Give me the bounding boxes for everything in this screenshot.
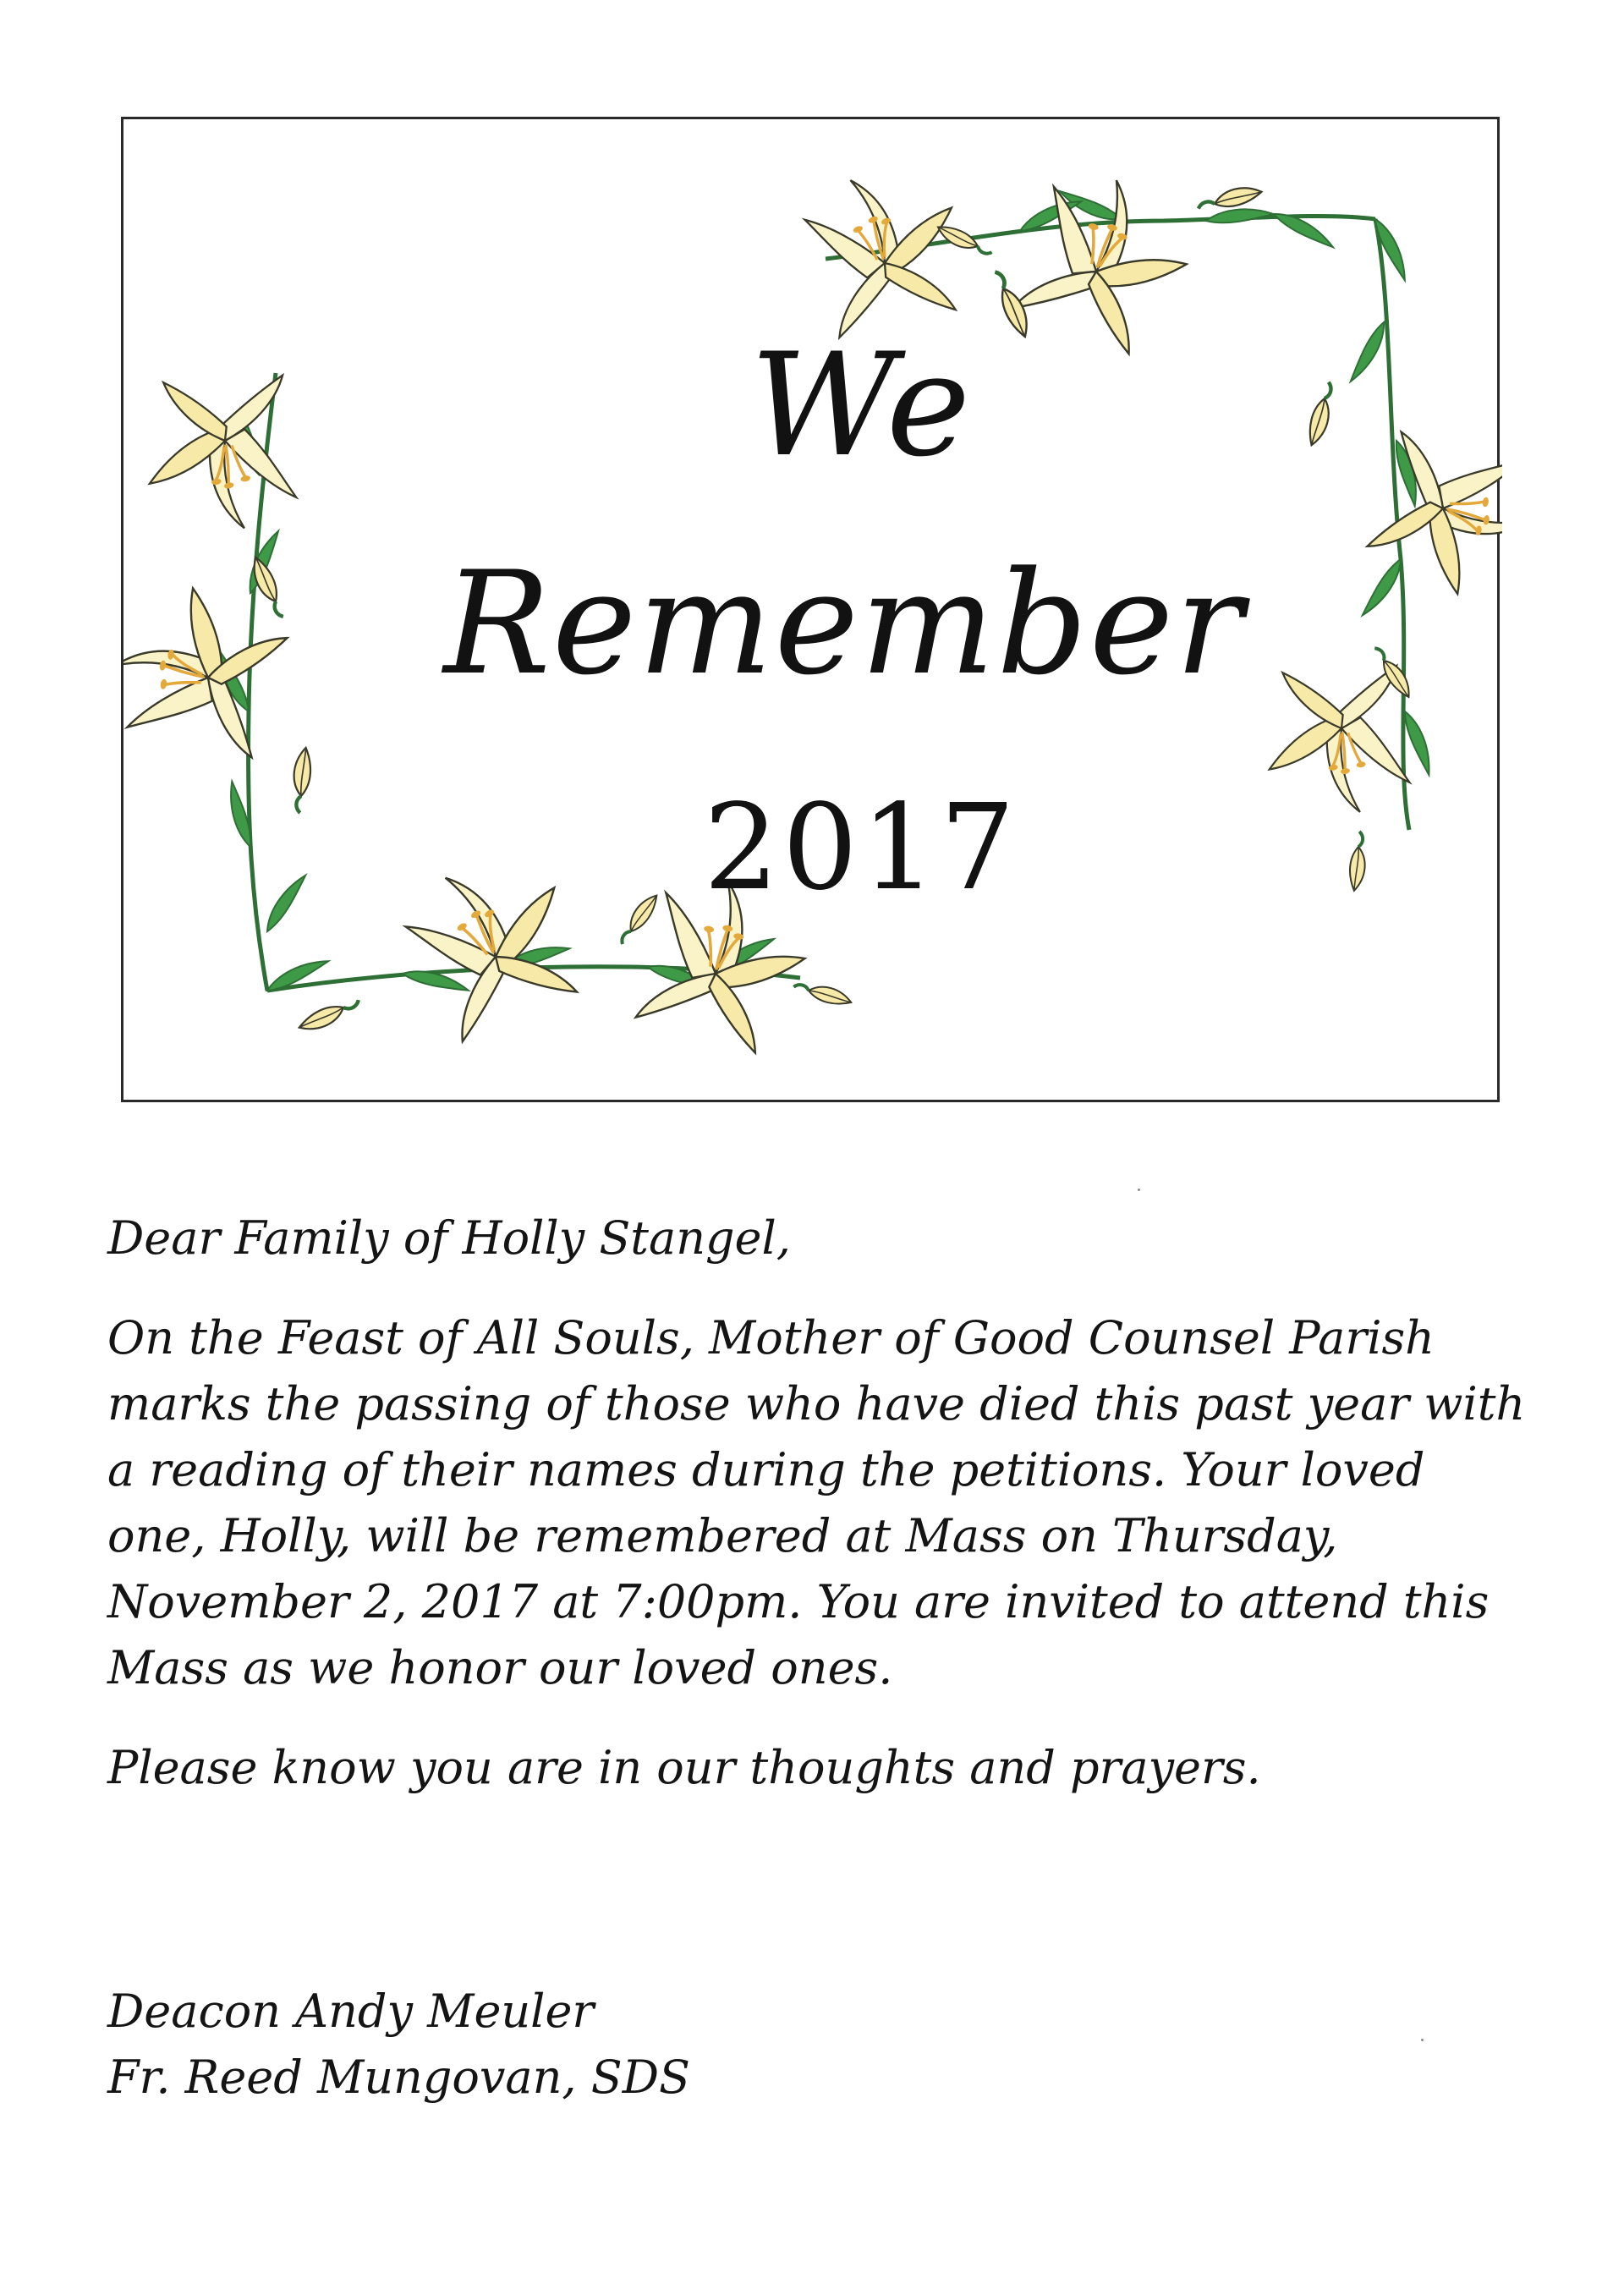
scan-speck xyxy=(1138,1189,1140,1191)
letter-paragraph: On the Feast of All Souls, Mother of Good Counsel Parish marks the passing of those who have died this past year with a reading of their names during the petitions. Your loved one, Holly, will be remembered at Mass on Thursday, November 2, 2017 at 7:00pm. You are invited to attend this Mass as we honor our loved ones. xyxy=(107,1311,1526,1694)
title-remember: Remember xyxy=(443,541,1245,706)
signature-priest: Fr. Reed Mungovan, SDS xyxy=(107,2051,691,2104)
letter-body xyxy=(107,1205,1545,2111)
signature-block xyxy=(107,1979,1545,2111)
signature-deacon: Deacon Andy Meuler xyxy=(107,1985,595,2038)
title-year: 2017 xyxy=(703,779,1019,917)
letter-salutation: Dear Family of Holly Stangel, xyxy=(107,1211,791,1265)
letter-closing: Please know you are in our thoughts and prayers. xyxy=(107,1741,1261,1794)
memorial-card-frame xyxy=(121,117,1500,1102)
title-we: We xyxy=(749,322,973,488)
scan-speck xyxy=(1421,2039,1424,2041)
